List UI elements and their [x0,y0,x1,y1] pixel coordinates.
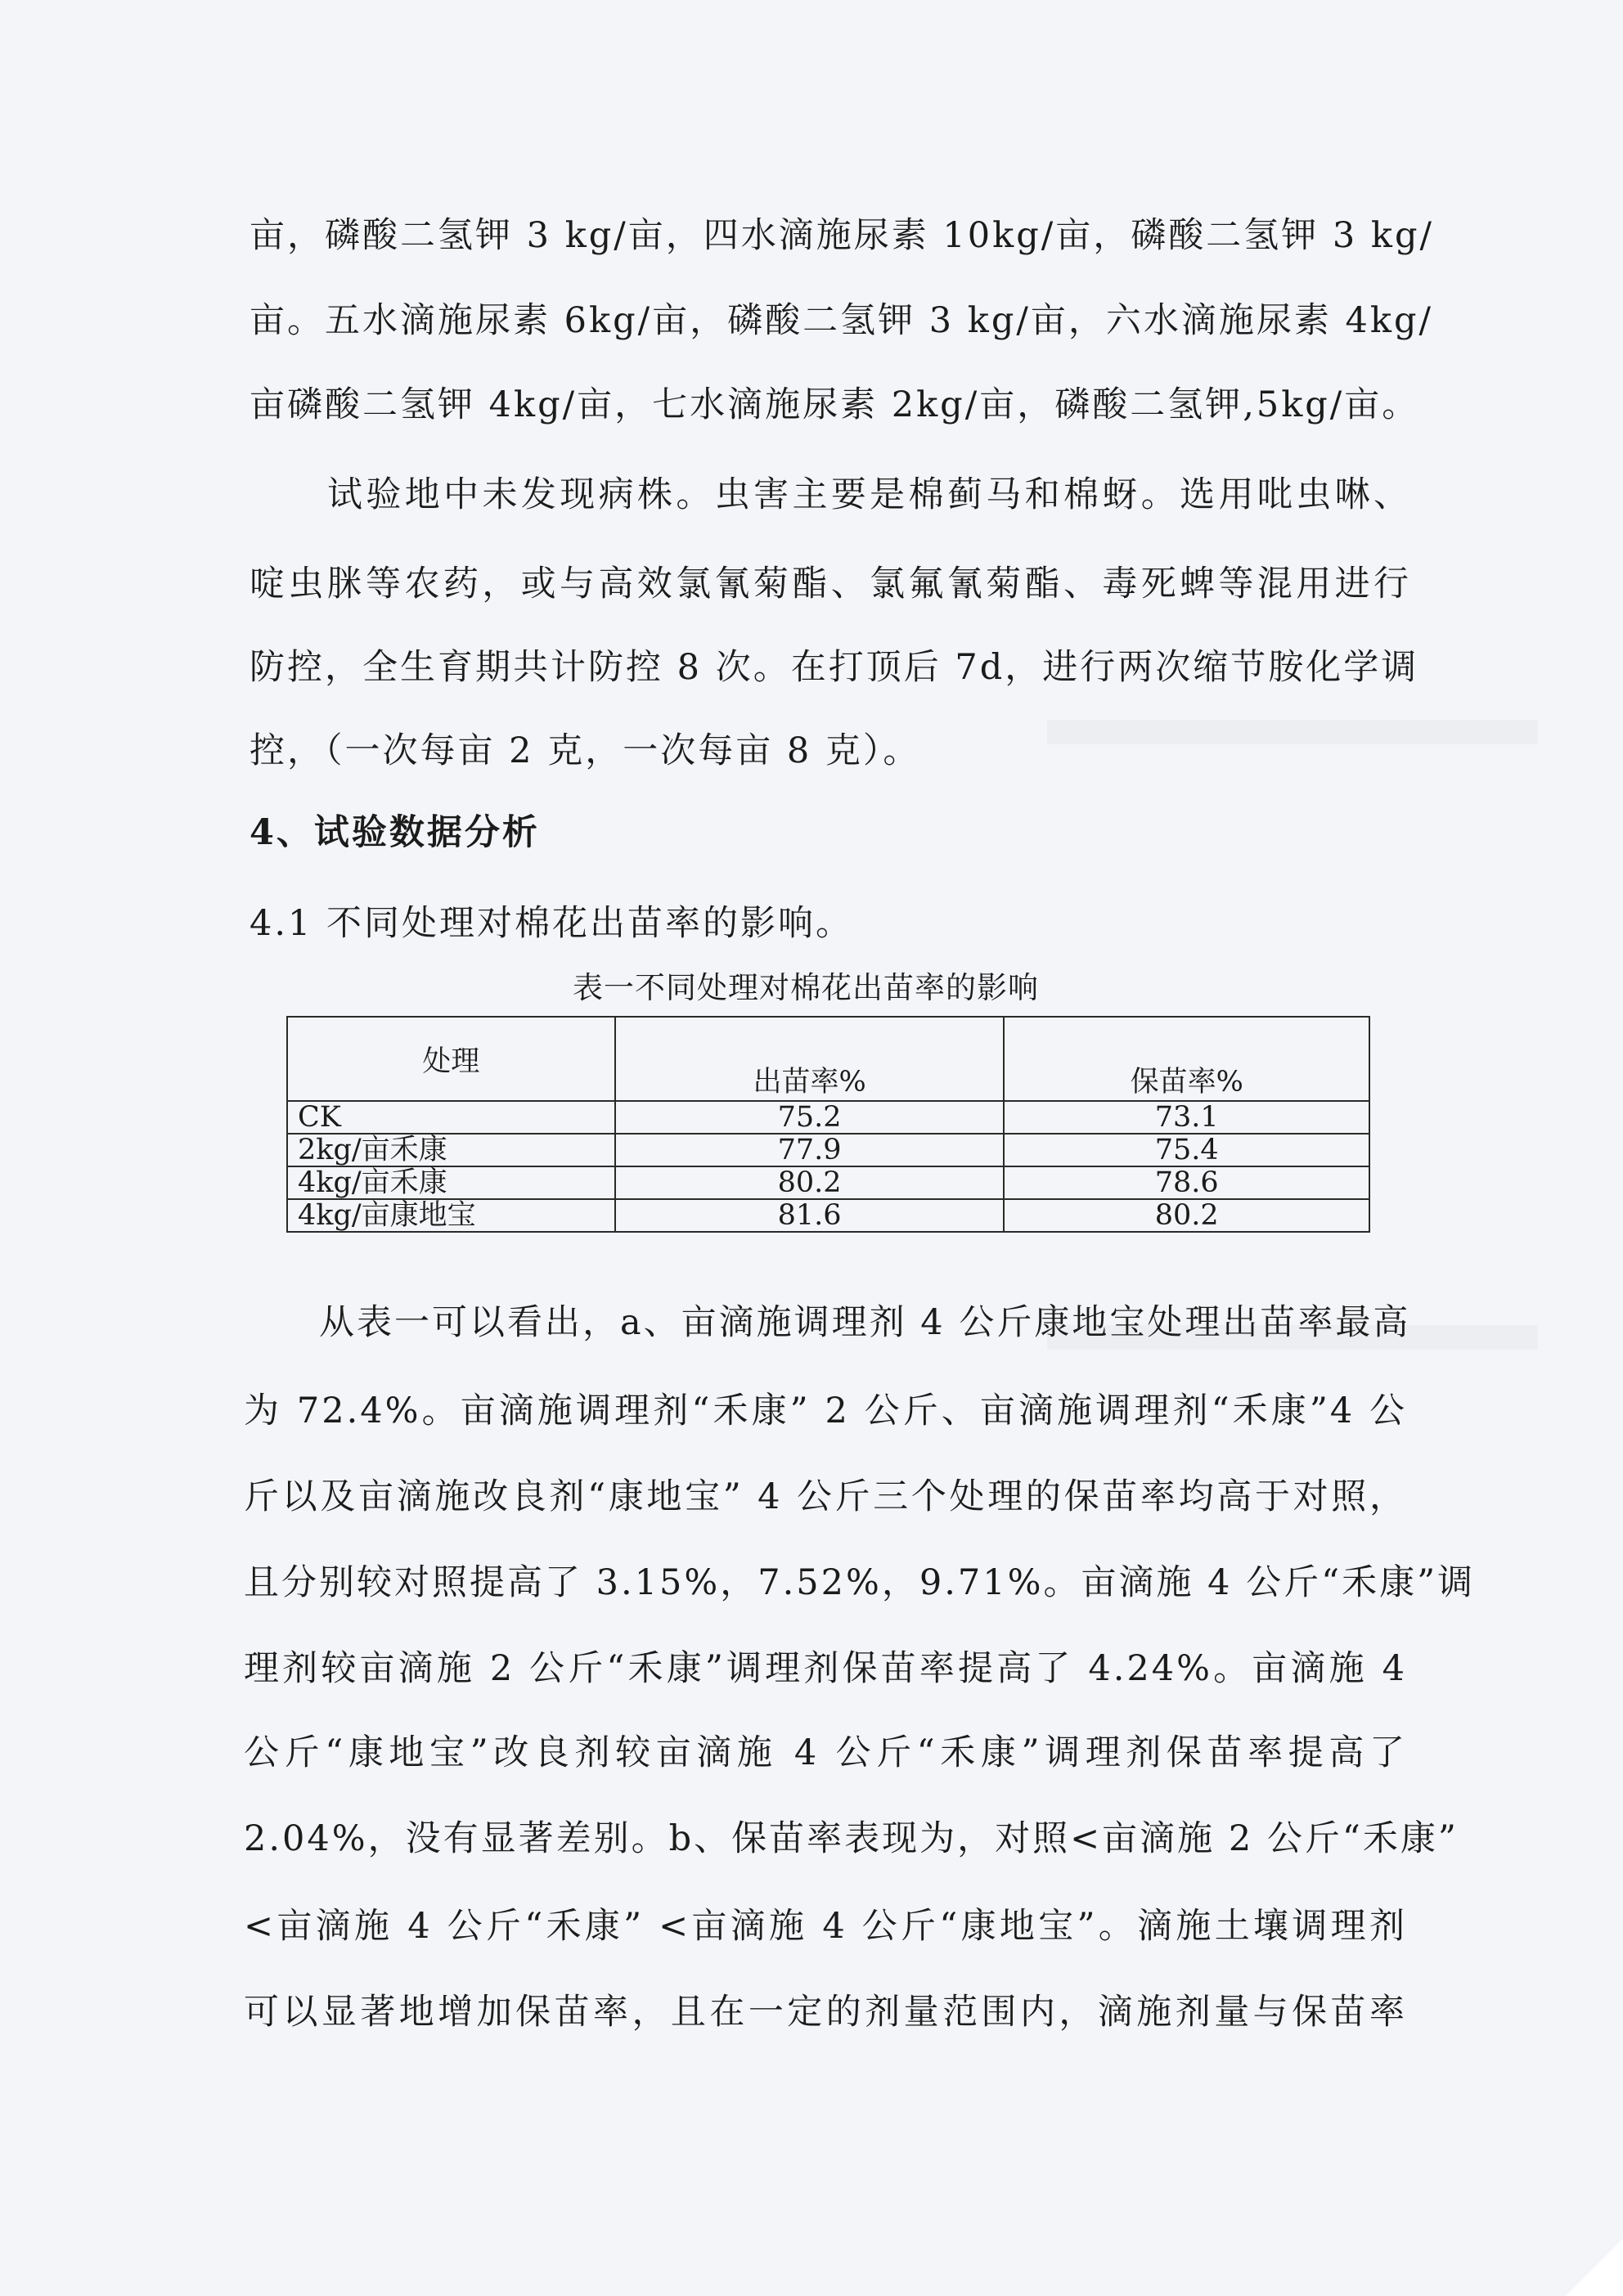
paragraph-line: 公斤“康地宝”改良剂较亩滴施 4 公斤“禾康”调理剂保苗率提高了 [244,1732,1407,1773]
section-heading: 4、试验数据分析 [250,812,540,853]
paragraph-line: 亩。五水滴施尿素 6kg/亩，磷酸二氢钾 3 kg/亩，六水滴施尿素 4kg/ [250,300,1433,341]
paragraph-line: 可以显著地增加保苗率，且在一定的剂量范围内，滴施剂量与保苗率 [244,1992,1407,2033]
paragraph-line: 亩磷酸二氢钾 4kg/亩，七水滴施尿素 2kg/亩，磷酸二氢钾,5kg/亩。 [250,384,1420,425]
treatment-cell: 2kg/亩禾康 [287,1134,615,1166]
retention-rate-cell: 80.2 [1004,1199,1369,1232]
column-header-retention-rate: 保苗率% [1004,1017,1369,1101]
retention-rate-cell: 73.1 [1004,1101,1369,1134]
emergence-rate-cell: 80.2 [615,1166,1005,1199]
table-row [287,1101,1369,1134]
column-header-treatment: 处理 [287,1017,615,1101]
paragraph-line: 2.04%，没有显著差别。b、保苗率表现为，对照<亩滴施 2 公斤“禾康” [244,1818,1459,1859]
treatment-cell: 4kg/亩康地宝 [287,1199,615,1232]
table-row [287,1134,1369,1166]
emergence-rate-cell: 77.9 [615,1134,1005,1166]
treatment-cell: 4kg/亩禾康 [287,1166,615,1199]
table-header-row [287,1017,1369,1101]
paragraph-line: 试验地中未发现病株。虫害主要是棉蓟马和棉蚜。选用吡虫啉、 [327,474,1411,515]
paragraph-line: 防控，全生育期共计防控 8 次。在打顶后 7d，进行两次缩节胺化学调 [250,647,1419,688]
paragraph-line: <亩滴施 4 公斤“禾康” <亩滴施 4 公斤“康地宝”。滴施土壤调理剂 [244,1906,1407,1947]
table-caption: 表一不同处理对棉花出苗率的影响 [573,970,1039,1005]
paragraph-line: 且分别较对照提高了 3.15%，7.52%，9.71%。亩滴施 4 公斤“禾康”调 [244,1562,1476,1603]
table-row [287,1166,1369,1199]
paragraph-line: 斤以及亩滴施改良剂“康地宝” 4 公斤三个处理的保苗率均高于对照， [244,1476,1407,1517]
paragraph-line: 从表一可以看出，a、亩滴施调理剂 4 公斤康地宝处理出苗率最高 [319,1302,1411,1343]
column-header-emergence-rate: 出苗率% [615,1017,1005,1101]
treatment-cell: CK [287,1101,615,1134]
paragraph-line: 控，（一次每亩 2 克，一次每亩 8 克）。 [250,730,921,771]
seedling-rate-table [286,1016,1370,1233]
paragraph-line: 为 72.4%。亩滴施调理剂“禾康” 2 公斤、亩滴施调理剂“禾康”4 公 [244,1391,1407,1431]
folded-corner [1566,2239,1623,2296]
paragraph-line: 啶虫脒等农药，或与高效氯氰菊酯、氯氟氰菊酯、毒死蜱等混用进行 [250,564,1411,604]
retention-rate-cell: 78.6 [1004,1166,1369,1199]
subsection-heading: 4.1 不同处理对棉花出苗率的影响。 [250,903,854,944]
retention-rate-cell: 75.4 [1004,1134,1369,1166]
emergence-rate-cell: 75.2 [615,1101,1005,1134]
table-row [287,1199,1369,1232]
paragraph-line: 亩，磷酸二氢钾 3 kg/亩，四水滴施尿素 10kg/亩，磷酸二氢钾 3 kg/ [250,215,1434,256]
emergence-rate-cell: 81.6 [615,1199,1005,1232]
paragraph-line: 理剂较亩滴施 2 公斤“禾康”调理剂保苗率提高了 4.24%。亩滴施 4 [244,1648,1407,1689]
